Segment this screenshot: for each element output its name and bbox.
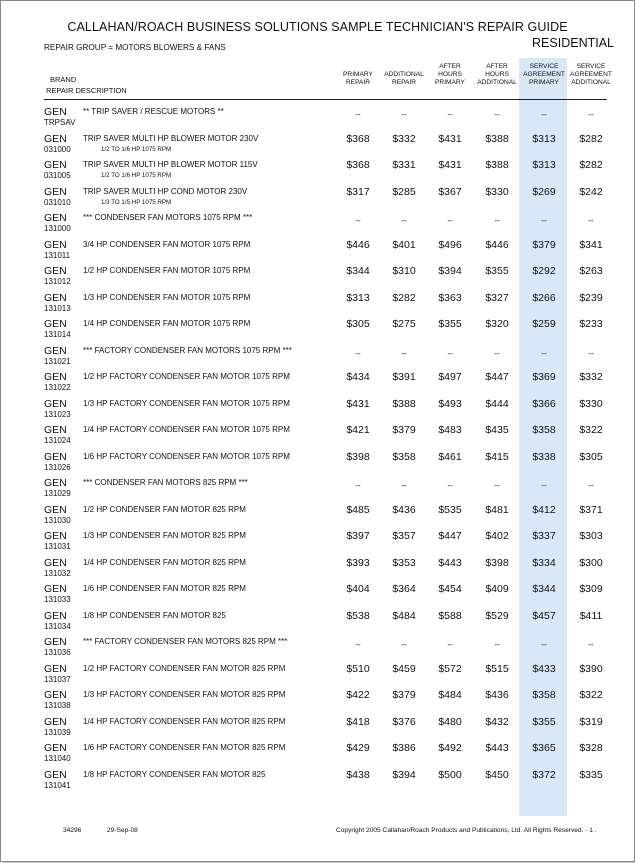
price-cell: $388 — [485, 159, 509, 171]
price-cell: $358 — [532, 424, 556, 436]
price-cell: -- — [355, 348, 361, 358]
price-cell: -- — [447, 481, 453, 490]
brand-cell: GEN — [44, 238, 67, 251]
price-cell: $391 — [392, 371, 416, 383]
description-subtext: 1/2 TO 1/6 HP 1075 RPM — [101, 172, 172, 179]
brand-cell: GEN — [44, 185, 67, 198]
price-cell: $446 — [485, 238, 509, 251]
price-cell: $355 — [485, 265, 509, 277]
brand-cell: GEN — [44, 106, 67, 118]
price-cell: $390 — [579, 662, 603, 675]
table-row — [1, 266, 634, 292]
price-cell: $443 — [438, 556, 462, 569]
price-cell: $344 — [346, 265, 370, 277]
price-cell: $363 — [438, 291, 462, 304]
price-cell: -- — [494, 348, 500, 358]
price-cell: $233 — [579, 318, 603, 330]
price-cell: $330 — [485, 185, 509, 198]
brand-cell: GEN — [44, 715, 67, 728]
price-cell: $435 — [485, 424, 509, 436]
price-cell: $394 — [438, 265, 462, 277]
price-cell: $446 — [346, 238, 370, 251]
repair-code-cell: 131039 — [44, 727, 71, 737]
brand-cell: GEN — [44, 159, 67, 171]
table-row — [1, 478, 634, 504]
description-cell: *** FACTORY CONDENSER FAN MOTORS 825 RPM *** — [83, 637, 288, 646]
price-cell: $434 — [346, 371, 370, 383]
price-cell: $415 — [485, 450, 509, 463]
price-cell: $454 — [438, 583, 462, 595]
brand-cell: GEN — [44, 424, 67, 436]
price-cell: $485 — [346, 503, 370, 516]
price-cell: -- — [401, 110, 407, 119]
brand-cell: GEN — [44, 318, 67, 330]
brand-cell: GEN — [44, 768, 67, 781]
table-row — [1, 372, 634, 398]
price-cell: $572 — [438, 662, 462, 675]
price-cell: -- — [355, 481, 361, 490]
price-cell: $386 — [392, 742, 416, 754]
brand-cell: GEN — [44, 530, 67, 542]
column-header-line: PRIMARY — [529, 79, 559, 86]
price-cell: $459 — [392, 662, 416, 675]
price-cell: $388 — [392, 397, 416, 410]
description-cell: 1/2 HP FACTORY CONDENSER FAN MOTOR 1075 RPM — [83, 372, 290, 381]
table-row — [1, 319, 634, 345]
price-cell: $282 — [392, 291, 416, 304]
description-cell: TRIP SAVER MULTI HP BLOWER MOTOR 115V — [83, 160, 258, 169]
column-header-line: SERVICE — [529, 63, 559, 70]
column-header-line: PRIMARY — [343, 71, 373, 78]
description-cell: 1/3 HP FACTORY CONDENSER FAN MOTOR 1075 RPM — [83, 398, 290, 408]
price-cell: $366 — [532, 397, 556, 410]
price-cell: $492 — [438, 742, 462, 754]
price-cell: $358 — [392, 450, 416, 463]
table-row — [1, 770, 634, 796]
price-cell: $320 — [485, 318, 509, 330]
column-header-5 — [566, 63, 616, 87]
repair-code-cell: 131012 — [44, 277, 71, 286]
price-cell: $353 — [392, 556, 416, 569]
repair-code-cell: 131013 — [44, 303, 71, 313]
page-subtitle: RESIDENTIAL — [532, 36, 614, 50]
price-cell: -- — [401, 216, 407, 225]
price-cell: -- — [447, 110, 453, 119]
price-cell: $313 — [532, 132, 556, 145]
repair-code-cell: 131030 — [44, 515, 71, 525]
price-cell: $317 — [346, 185, 370, 198]
repair-code-cell: 131037 — [44, 674, 71, 684]
price-cell: $358 — [532, 689, 556, 701]
repair-code-cell: 131029 — [44, 489, 71, 498]
description-cell: 1/4 HP FACTORY CONDENSER FAN MOTOR 825 RPM — [83, 716, 286, 726]
price-cell: $409 — [485, 583, 509, 595]
price-cell: $322 — [579, 424, 603, 436]
table-row — [1, 664, 634, 690]
table-row — [1, 213, 634, 239]
price-cell: $372 — [532, 768, 556, 781]
table-row — [1, 160, 634, 186]
brand-cell: GEN — [44, 132, 67, 145]
table-row — [1, 505, 634, 531]
description-cell: 1/2 HP CONDENSER FAN MOTOR 825 RPM — [83, 504, 246, 514]
left-column-headers — [46, 74, 127, 96]
repair-code-cell: 031000 — [44, 144, 71, 154]
price-cell: $330 — [579, 397, 603, 410]
price-cell: $305 — [579, 450, 603, 463]
table-row — [1, 346, 634, 372]
repair-group-label: REPAIR GROUP = MOTORS BLOWERS & FANS — [44, 43, 226, 52]
description-cell: 1/3 HP CONDENSER FAN MOTOR 1075 RPM — [83, 292, 251, 302]
price-cell: $515 — [485, 662, 509, 675]
price-cell: $404 — [346, 583, 370, 595]
column-header-0 — [333, 71, 383, 87]
price-cell: $393 — [346, 556, 370, 569]
brand-cell: GEN — [44, 371, 67, 383]
price-cell: -- — [541, 110, 547, 119]
column-header-3 — [472, 63, 522, 87]
description-cell: *** CONDENSER FAN MOTORS 825 RPM *** — [83, 478, 248, 487]
repair-code-cell: 131026 — [44, 462, 71, 472]
price-cell: $421 — [346, 424, 370, 436]
price-cell: $433 — [532, 662, 556, 675]
price-cell: $331 — [392, 159, 416, 171]
price-cell: $484 — [392, 609, 416, 622]
column-header-line: ADDITIONAL — [477, 79, 517, 86]
price-cell: $242 — [579, 185, 603, 198]
repair-code-cell: 031005 — [44, 171, 71, 180]
repair-header: REPAIR — [46, 86, 74, 95]
price-cell: $376 — [392, 715, 416, 728]
price-cell: $337 — [532, 530, 556, 542]
brand-cell: GEN — [44, 450, 67, 463]
column-header-line: AFTER — [486, 63, 508, 70]
description-cell: TRIP SAVER MULTI HP BLOWER MOTOR 230V — [83, 133, 259, 143]
price-cell: $480 — [438, 715, 462, 728]
price-cell: -- — [355, 216, 361, 225]
table-row — [1, 717, 634, 743]
column-header-line: REPAIR — [391, 79, 417, 86]
repair-code-cell: 131021 — [44, 356, 71, 366]
description-subtext: 1/3 TO 1/5 HP 1075 RPM — [101, 198, 172, 206]
brand-cell: GEN — [44, 503, 67, 516]
price-cell: $422 — [346, 689, 370, 701]
description-cell: 1/8 HP FACTORY CONDENSER FAN MOTOR 825 — [83, 769, 266, 779]
price-cell: $483 — [438, 424, 462, 436]
price-cell: $588 — [438, 609, 462, 622]
description-cell: 1/2 HP CONDENSER FAN MOTOR 1075 RPM — [83, 266, 251, 275]
price-cell: -- — [401, 348, 407, 358]
brand-cell: GEN — [44, 344, 67, 357]
brand-cell: GEN — [44, 556, 67, 569]
doc-number: 34296 — [63, 827, 82, 834]
column-header-line: AGREEMENT — [523, 71, 565, 78]
price-cell: $496 — [438, 238, 462, 251]
price-cell: $355 — [532, 715, 556, 728]
price-cell: $529 — [485, 609, 509, 622]
table-row — [1, 240, 634, 266]
price-cell: -- — [588, 640, 594, 649]
price-cell: $484 — [438, 689, 462, 701]
repair-code-cell: 131034 — [44, 621, 71, 631]
price-cell: $328 — [579, 742, 603, 754]
price-cell: -- — [494, 216, 500, 225]
price-cell: $388 — [485, 132, 509, 145]
column-header-line: ADDITIONAL — [384, 71, 424, 78]
price-cell: $338 — [532, 450, 556, 463]
price-cell: $327 — [485, 291, 509, 304]
price-cell: $266 — [532, 291, 556, 304]
column-header-line: SERVICE — [576, 63, 606, 70]
price-cell: $411 — [579, 609, 603, 622]
repair-code-cell: 131014 — [44, 330, 71, 339]
repair-code-cell: 131040 — [44, 754, 71, 763]
price-cell: $444 — [485, 397, 509, 410]
brand-cell: GEN — [44, 689, 67, 701]
price-cell: $368 — [346, 132, 370, 145]
price-cell: $369 — [532, 371, 556, 383]
price-cell: $319 — [579, 715, 603, 728]
price-cell: $497 — [438, 371, 462, 383]
description-cell: 1/4 HP CONDENSER FAN MOTOR 825 RPM — [83, 557, 246, 567]
price-cell: $300 — [579, 556, 603, 569]
column-header-2 — [425, 63, 475, 87]
price-cell: $365 — [532, 742, 556, 754]
price-cell: $438 — [346, 768, 370, 781]
price-cell: $282 — [579, 132, 603, 145]
price-cell: -- — [541, 216, 547, 225]
price-cell: -- — [494, 481, 500, 490]
price-cell: $379 — [392, 689, 416, 701]
price-cell: $334 — [532, 556, 556, 569]
repair-code-cell: 131000 — [44, 224, 71, 233]
price-cell: -- — [588, 110, 594, 119]
price-cell: -- — [588, 216, 594, 225]
repair-code-cell: 031010 — [44, 197, 71, 207]
description-cell: 1/4 HP FACTORY CONDENSER FAN MOTOR 1075 RPM — [83, 425, 290, 434]
repair-code-cell: 131038 — [44, 701, 71, 710]
column-header-4 — [519, 63, 569, 87]
repair-code-cell: 131033 — [44, 595, 71, 604]
column-header-line: HOURS — [485, 71, 509, 78]
brand-cell: GEN — [44, 397, 67, 410]
column-header-line: HOURS — [438, 71, 462, 78]
price-cell: $309 — [579, 583, 603, 595]
price-cell: -- — [588, 481, 594, 490]
table-row — [1, 558, 634, 584]
price-cell: $401 — [392, 238, 416, 251]
table-row — [1, 134, 634, 160]
price-cell: $481 — [485, 503, 509, 516]
price-cell: $398 — [485, 556, 509, 569]
price-cell: $335 — [579, 768, 603, 781]
price-cell: -- — [541, 481, 547, 490]
description-cell: 1/8 HP CONDENSER FAN MOTOR 825 — [83, 610, 226, 620]
brand-cell: GEN — [44, 662, 67, 675]
price-cell: -- — [541, 348, 547, 358]
price-cell: $394 — [392, 768, 416, 781]
column-header-line: PRIMARY — [435, 79, 465, 86]
price-cell: $355 — [438, 318, 462, 330]
price-cell: $305 — [346, 318, 370, 330]
price-cell: $259 — [532, 318, 556, 330]
price-cell: $447 — [438, 530, 462, 542]
price-cell: $263 — [579, 265, 603, 277]
price-cell: $368 — [346, 159, 370, 171]
table-row — [1, 107, 634, 133]
price-cell: -- — [494, 640, 500, 649]
price-cell: $275 — [392, 318, 416, 330]
description-subtext: 1/2 TO 1/6 HP 1075 RPM — [101, 145, 172, 153]
price-cell: $332 — [579, 371, 603, 383]
price-cell: $510 — [346, 662, 370, 675]
price-cell: $418 — [346, 715, 370, 728]
brand-cell: GEN — [44, 477, 67, 489]
description-cell: 1/6 HP CONDENSER FAN MOTOR 825 RPM — [83, 584, 246, 593]
brand-header: BRAND — [50, 75, 77, 84]
price-cell: $364 — [392, 583, 416, 595]
price-cell: $535 — [438, 503, 462, 516]
column-header-line: AGREEMENT — [570, 71, 612, 78]
description-cell: *** CONDENSER FAN MOTORS 1075 RPM *** — [83, 213, 253, 222]
description-cell: 1/4 HP CONDENSER FAN MOTOR 1075 RPM — [83, 319, 251, 328]
price-cell: $457 — [532, 609, 556, 622]
price-cell: $431 — [438, 132, 462, 145]
brand-cell: GEN — [44, 212, 67, 224]
price-cell: $285 — [392, 185, 416, 198]
repair-code-cell: 131022 — [44, 383, 71, 392]
price-cell: $397 — [346, 530, 370, 542]
table-row — [1, 611, 634, 637]
description-cell: ** TRIP SAVER / RESCUE MOTORS ** — [83, 107, 224, 116]
table-row — [1, 584, 634, 610]
column-header-1 — [379, 71, 429, 87]
header-rule — [44, 99, 607, 100]
price-cell: -- — [447, 348, 453, 358]
repair-code-cell: 131041 — [44, 780, 71, 790]
price-cell: $493 — [438, 397, 462, 410]
repair-code-cell: 131032 — [44, 568, 71, 578]
description-cell: 1/2 HP FACTORY CONDENSER FAN MOTOR 825 RPM — [83, 663, 286, 673]
price-cell: $379 — [532, 238, 556, 251]
price-cell: $461 — [438, 450, 462, 463]
price-cell: $500 — [438, 768, 462, 781]
price-cell: -- — [447, 216, 453, 225]
description-cell: *** FACTORY CONDENSER FAN MOTORS 1075 RPM *** — [83, 345, 292, 355]
price-cell: $412 — [532, 503, 556, 516]
column-header-line: AFTER — [439, 63, 461, 70]
description-cell: 1/6 HP FACTORY CONDENSER FAN MOTOR 825 RPM — [83, 743, 286, 752]
table-row — [1, 187, 634, 213]
table-row — [1, 743, 634, 769]
description-cell: 3/4 HP CONDENSER FAN MOTOR 1075 RPM — [83, 239, 251, 249]
price-cell: $282 — [579, 159, 603, 171]
price-cell: $538 — [346, 609, 370, 622]
description-header: DESCRIPTION — [75, 86, 127, 95]
price-cell: $303 — [579, 530, 603, 542]
table-row — [1, 637, 634, 663]
price-cell: $341 — [579, 238, 603, 251]
description-cell: 1/3 HP CONDENSER FAN MOTOR 825 RPM — [83, 531, 246, 540]
price-cell: $313 — [346, 291, 370, 304]
price-cell: $436 — [392, 503, 416, 516]
description-cell: 1/6 HP FACTORY CONDENSER FAN MOTOR 1075 RPM — [83, 451, 290, 461]
table-row — [1, 690, 634, 716]
brand-cell: GEN — [44, 636, 67, 648]
price-cell: $450 — [485, 768, 509, 781]
price-cell: $332 — [392, 132, 416, 145]
price-cell: -- — [494, 110, 500, 119]
table-row — [1, 293, 634, 319]
price-cell: $313 — [532, 159, 556, 171]
page-title: CALLAHAN/ROACH BUSINESS SOLUTIONS SAMPLE TECHNICIAN'S REPAIR GUIDE — [67, 20, 568, 34]
copyright-notice: Copyright 2005 Callahan/Roach Products and Publications, Ltd. All Rights Reserved. - 1 . — [336, 827, 597, 834]
brand-cell: GEN — [44, 609, 67, 622]
price-cell: -- — [401, 481, 407, 490]
price-cell: $310 — [392, 265, 416, 277]
description-cell: 1/3 HP FACTORY CONDENSER FAN MOTOR 825 RPM — [83, 690, 286, 699]
price-cell: -- — [541, 640, 547, 649]
price-cell: $371 — [579, 503, 603, 516]
price-cell: $357 — [392, 530, 416, 542]
table-row — [1, 452, 634, 478]
price-cell: $402 — [485, 530, 509, 542]
price-cell: $431 — [346, 397, 370, 410]
brand-cell: GEN — [44, 583, 67, 595]
price-cell: $292 — [532, 265, 556, 277]
price-cell: $436 — [485, 689, 509, 701]
price-cell: $398 — [346, 450, 370, 463]
column-header-line: REPAIR — [345, 79, 371, 86]
price-cell: $344 — [532, 583, 556, 595]
price-cell: $322 — [579, 689, 603, 701]
table-row — [1, 425, 634, 451]
column-header-line: ADDITIONAL — [571, 79, 611, 86]
brand-cell: GEN — [44, 265, 67, 277]
price-cell: $431 — [438, 159, 462, 171]
price-cell: $429 — [346, 742, 370, 754]
price-cell: $367 — [438, 185, 462, 198]
price-cell: $443 — [485, 742, 509, 754]
price-cell: $239 — [579, 291, 603, 304]
brand-cell: GEN — [44, 742, 67, 754]
price-cell: -- — [447, 640, 453, 649]
table-row — [1, 531, 634, 557]
price-cell: -- — [401, 640, 407, 649]
repair-code-cell: 131023 — [44, 409, 71, 419]
brand-cell: GEN — [44, 291, 67, 304]
price-cell: $269 — [532, 185, 556, 198]
repair-code-cell: 131011 — [44, 250, 71, 260]
repair-code-cell: 131024 — [44, 436, 71, 445]
repair-code-cell: TRPSAV — [44, 118, 76, 127]
price-cell: $379 — [392, 424, 416, 436]
price-cell: $447 — [485, 371, 509, 383]
price-cell: -- — [355, 110, 361, 119]
price-cell: -- — [588, 348, 594, 358]
description-cell: TRIP SAVER MULTI HP COND MOTOR 230V — [83, 186, 248, 196]
table-row — [1, 399, 634, 425]
price-cell: $432 — [485, 715, 509, 728]
doc-date: 29-Sep-08 — [107, 827, 138, 834]
repair-code-cell: 131031 — [44, 542, 71, 551]
price-cell: -- — [355, 640, 361, 649]
repair-code-cell: 131036 — [44, 648, 71, 657]
